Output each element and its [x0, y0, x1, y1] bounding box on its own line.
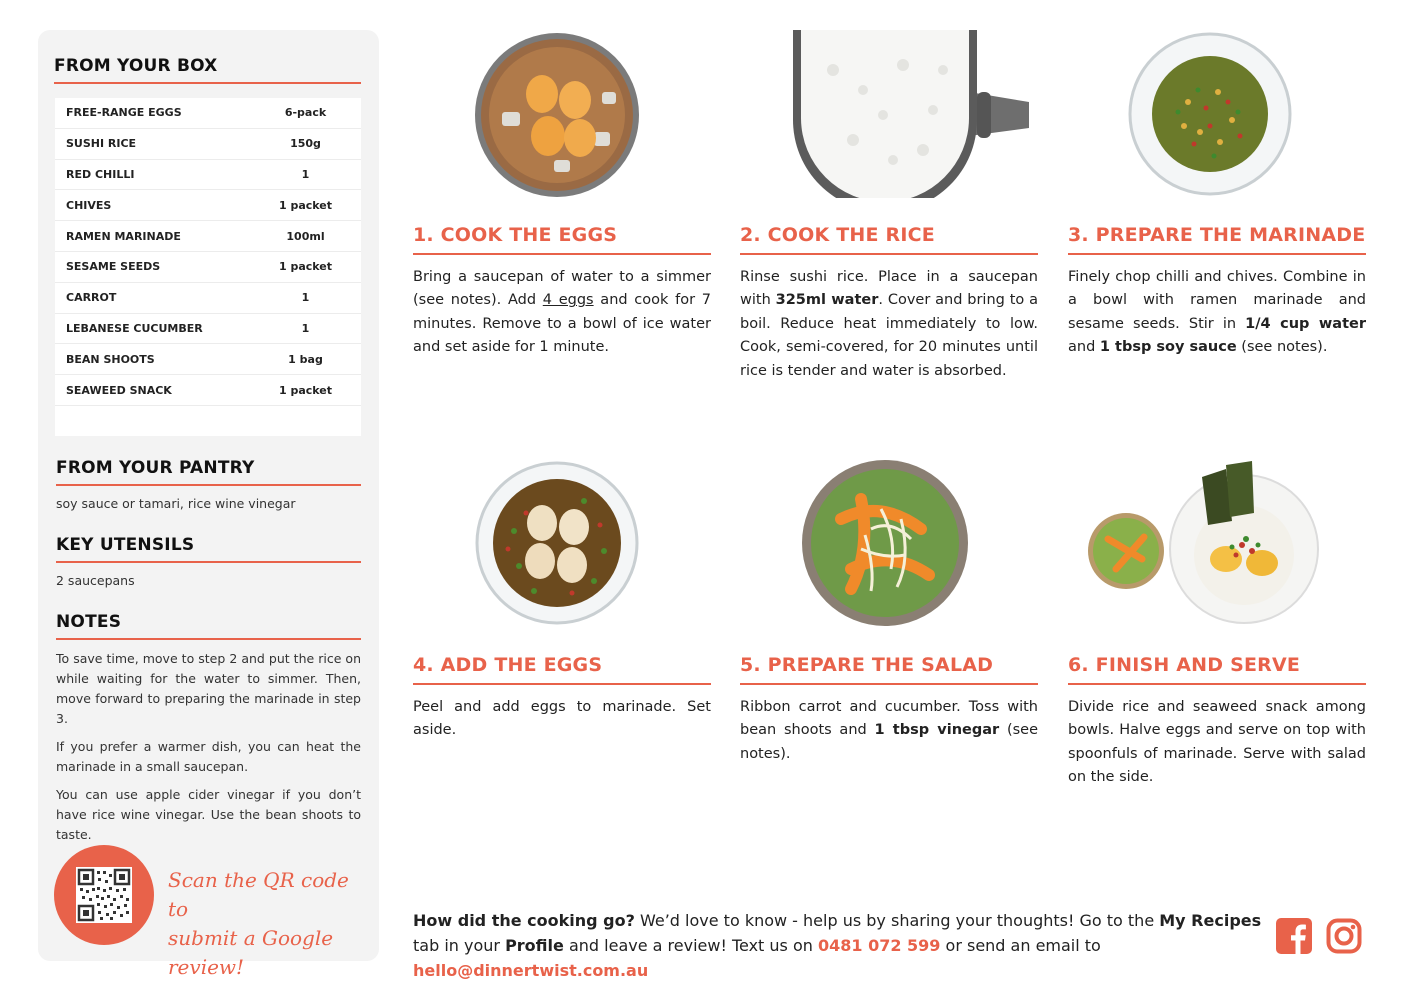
table-row [55, 344, 361, 375]
ingredient-name: FREE-RANGE EGGS [66, 106, 182, 120]
ingredient-qty: 100ml [286, 229, 325, 243]
notes-body [56, 649, 361, 853]
table-row [55, 252, 361, 283]
step-text: (see notes). [740, 722, 1038, 762]
step-text: Divide rice and seaweed snack among bowls. Halve eggs and serve on top with spoonfuls of marinade. Serve with salad on the side. [1068, 699, 1366, 786]
qr-text-line: submit a Google review! [168, 926, 334, 979]
ingredient-name: SEAWEED SNACK [66, 383, 172, 397]
footer-text: We’d love to know - help us by sharing your thoughts! Go to the [634, 911, 1160, 930]
ingredient-qty: 1 [301, 291, 310, 305]
step-1-title: 1. COOK THE EGGS [413, 224, 711, 255]
step-text: and [1068, 339, 1100, 356]
ingredient-name: CHIVES [66, 198, 112, 212]
step-2-body [740, 266, 1038, 383]
step-5-photo [801, 459, 969, 627]
step-3-body [1068, 266, 1366, 360]
facebook-icon[interactable] [1276, 918, 1312, 954]
table-row [55, 160, 361, 191]
step-5-body [740, 696, 1038, 766]
my-recipes-tab-ref: My Recipes [1159, 911, 1262, 930]
table-row [55, 375, 361, 406]
note-paragraph: If you prefer a warmer dish, you can heat the marinade in a small saucepan. [56, 739, 361, 774]
phone-link[interactable]: 0481 072 599 [817, 936, 941, 955]
from-your-box-heading: FROM YOUR BOX [54, 56, 361, 84]
footer-question: How did the cooking go? [413, 911, 635, 930]
footer-text: tab in your [413, 936, 506, 955]
step-text: . Cover and bring to a boil. Reduce heat immediately to low. Cook, semi-covered, for 20 minutes until rice is tender and water is absorbed. [740, 292, 1038, 379]
table-row [55, 221, 361, 252]
feedback-footer [413, 908, 1273, 983]
step-text: Rinse sushi rice. Place in a saucepan with [740, 269, 1038, 309]
step-text: (see notes). [1236, 339, 1328, 356]
ingredient-name: SESAME SEEDS [66, 260, 161, 274]
step-1-body [413, 266, 711, 360]
step-text-bold: 1 tbsp vinegar [874, 722, 1000, 739]
key-utensils-heading: KEY UTENSILS [56, 535, 361, 563]
ingredients-sidebar [38, 30, 379, 979]
ingredient-qty: 1 bag [288, 352, 323, 366]
ingredient-name: SUSHI RICE [66, 137, 137, 151]
step-6-photo [1086, 459, 1320, 627]
step-1-photo [474, 32, 640, 198]
notes-heading: NOTES [56, 612, 361, 640]
step-2-photo [793, 30, 1029, 198]
ingredient-name: BEAN SHOOTS [66, 352, 155, 366]
ingredient-name: RED CHILLI [66, 167, 135, 181]
box-ingredients-table [55, 98, 361, 436]
ingredient-qty: 150g [290, 137, 321, 151]
step-6-body [1068, 696, 1366, 790]
table-row [55, 98, 361, 129]
ingredient-name: LEBANESE CUCUMBER [66, 321, 203, 335]
step-3-title: 3. PREPARE THE MARINADE [1068, 224, 1366, 255]
ingredient-qty: 1 packet [278, 198, 333, 212]
qr-code-badge[interactable] [54, 845, 154, 945]
step-text: and cook for 7 minutes. Remove to a bowl of ice water and set aside for 1 minute. [413, 292, 711, 356]
utensils-text: 2 saucepans [56, 573, 135, 588]
ingredient-qty: 1 packet [278, 383, 333, 397]
footer-text: or send an email to [940, 936, 1101, 955]
qr-code-icon[interactable] [76, 867, 132, 923]
instagram-icon[interactable] [1326, 918, 1362, 954]
ingredient-qty: 6-pack [284, 106, 327, 120]
step-text-underlined: 4 eggs [542, 292, 594, 309]
ingredient-qty: 1 packet [278, 260, 333, 274]
table-row [55, 190, 361, 221]
step-text: Ribbon carrot and cucumber. Toss with bean shoots and [740, 699, 1038, 739]
ingredient-name: CARROT [66, 291, 117, 305]
ingredient-name: RAMEN MARINADE [66, 229, 181, 243]
step-4-body [413, 696, 711, 743]
note-paragraph: You can use apple cider vinegar if you don’t have rice wine vinegar. Use the bean shoots to taste. [56, 787, 361, 842]
step-text: Bring a saucepan of water to a simmer (see notes). Add [413, 269, 711, 309]
footer-text: and leave a review! Text us on [563, 936, 818, 955]
step-text-bold: 325ml water [775, 292, 879, 309]
step-text-bold: 1/4 cup water [1245, 315, 1366, 332]
qr-text-line: Scan the QR code to [168, 868, 349, 921]
email-link[interactable]: hello@dinnertwist.com.au [413, 961, 649, 980]
step-5-title: 5. PREPARE THE SALAD [740, 654, 1038, 685]
ingredient-qty: 1 [301, 321, 310, 335]
qr-review-prompt [168, 866, 368, 982]
from-your-pantry-heading: FROM YOUR PANTRY [56, 458, 361, 486]
profile-ref: Profile [505, 936, 564, 955]
step-2-title: 2. COOK THE RICE [740, 224, 1038, 255]
table-row [55, 129, 361, 160]
step-text: Finely chop chilli and chives. Combine in a bowl with ramen marinade and sesame seeds. Stir in [1068, 269, 1366, 332]
ingredient-qty: 1 [301, 167, 310, 181]
step-3-photo [1128, 32, 1292, 196]
step-4-title: 4. ADD THE EGGS [413, 654, 711, 685]
step-text: Peel and add eggs to marinade. Set aside. [413, 699, 711, 739]
step-text-bold: 1 tbsp soy sauce [1099, 339, 1237, 356]
step-4-photo [474, 461, 640, 625]
step-6-title: 6. FINISH AND SERVE [1068, 654, 1366, 685]
table-row [55, 283, 361, 314]
pantry-text: soy sauce or tamari, rice wine vinegar [56, 496, 296, 511]
note-paragraph: To save time, move to step 2 and put the rice on while waiting for the water to simmer. Then, move forward to preparing the marinade in step 3. [56, 651, 361, 726]
table-row [55, 314, 361, 345]
